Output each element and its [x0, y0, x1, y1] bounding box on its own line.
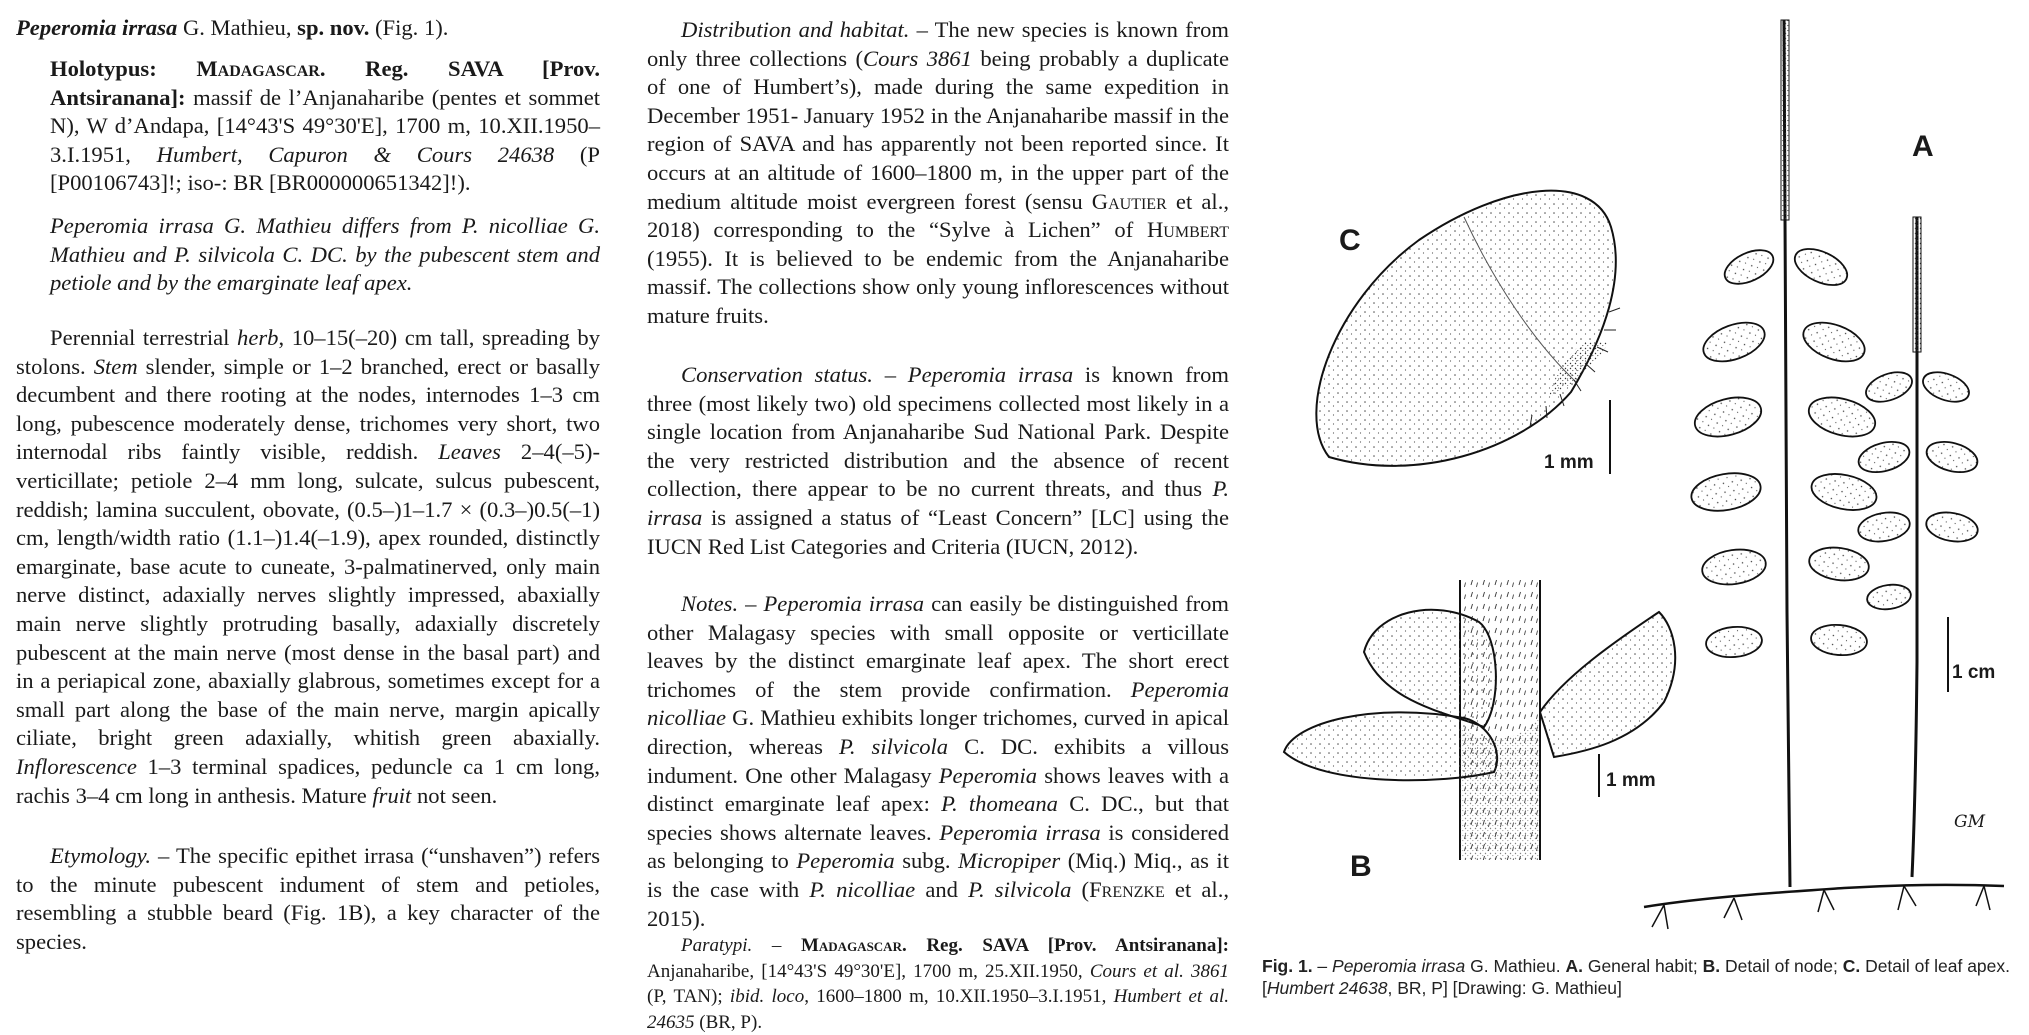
habit-drawing [1644, 20, 2004, 929]
scale-label-c: 1 mm [1544, 452, 1594, 473]
figure-caption: Fig. 1. – Peperomia irrasa G. Mathieu. A. General habit; B. Detail of node; C. Detail of leaf apex. [Humbert 24638, BR, P] [Drawing: G. Mathieu] [1262, 956, 2011, 998]
species-heading: Peperomia irrasa G. Mathieu, sp. nov. (Fig. 1). [16, 15, 449, 40]
scale-label-b: 1 mm [1606, 770, 1656, 791]
label-b: B [1350, 850, 1372, 883]
conservation-paragraph: Conservation status. – Peperomia irrasa is known from three (most likely two) old specimens collected most likely in a single location from Anjanaharibe Sud National Park. Despite the very restricted distribution and the absence of recent collection, there appear to be no current threats, and thus P. irrasa is assigned a status of “Least Concern” [LC] using the IUCN Red List Categories and Criteria (IUCN, 2012). [647, 362, 1229, 559]
description-paragraph: Perennial terrestrial herb, 10–15(–20) cm tall, spreading by stolons. Stem slender, simple or 1–2 branched, erect or basally decumbent and there rooting at the nodes, internodes 1–3 cm long, pubescence moderately dense, trichomes very short, two internodal ribs faintly visible, reddish. Leaves 2–4(–5)-verticillate; petiole 2–4 mm long, sulcate, sulcus pubescent, reddish; lamina succulent, obovate, (0.5–)1–1.7 × (0.3–)0.5(–1) cm, length/width ratio (1.1–)1.4(–1.9), apex rounded, distinctly emarginate, base acute to cuneate, 3-palmatinerved, only main nerve distinct, adaxially nerves slightly impressed, abaxially main nerve slightly protruding basally, adaxially discretely pubescent at the main nerve (most dense in the basal part) and in a periapical zone, abaxially glabrous, sometimes except for a small part along the base of the main nerve, margin apically ciliate, bright green adaxially, whitish green abaxially. Inflorescence 1–3 terminal spadices, peduncle ca 1 cm long, rachis 3–4 cm long in anthesis. Mature fruit not seen. [16, 325, 601, 808]
holotype-paragraph: Holotypus: Madagascar. Reg. SAVA [Prov. Antsiranana]: massif de l’Anjanaharibe (pentes et sommet N), W d’Andapa, [14°43'S 49°30'E], 1700 m, 10.XII.1950–3.I.1951, Humbert, Capuron & Cours 24638 (P [P00106743]!; iso-: BR [BR000000651342]!). [50, 56, 600, 196]
label-c: C [1339, 224, 1361, 257]
detail-node-drawing [1284, 580, 1675, 860]
detail-leaf-apex-drawing [1316, 191, 1620, 466]
notes-paragraph: Notes. – Peperomia irrasa can easily be distinguished from other Malagasy species with small opposite or verticillate leaves by the distinct emarginate leaf apex. The short erect trichomes of the stem provide confirmation. Peperomia nicolliae G. Mathieu exhibits longer trichomes, curved in apical direction, whereas P. silvicola C. DC. exhibits a villous indument. One other Malagasy Peperomia shows leaves with a distinct emarginate leaf apex: P. thomeana C. DC., but that species shows alternate leaves. Peperomia irrasa is considered as belonging to Peperomia subg. Micropiper (Miq.) Miq., as it is the case with P. nicolliae and P. silvicola (Frenzke et al., 2015). [647, 591, 1230, 931]
diagnosis-paragraph: Peperomia irrasa G. Mathieu differs from P. nicolliae G. Mathieu and P. silvicola C. DC. by the pubescent stem and petiole and by the emarginate leaf apex. [50, 213, 600, 296]
paratypes-paragraph: Paratypi. – Madagascar. Reg. SAVA [Prov. Antsiranana]: Anjanaharibe, [14°43'S 49°30'E], 1700 m, 25.XII.1950, Cours et al. 3861 (P, TAN); ibid. loco, 1600–1800 m, 10.XII.1950–3.I.1951, Humbert et al. 24635 (BR, P). [647, 935, 1230, 1033]
artist-signature: GM [1954, 812, 1985, 832]
distribution-paragraph: Distribution and habitat. – The new species is known from only three collections (Cours 3861 being probably a duplicate of one of Humbert’s), made during the same expedition in December 1951- January 1952 in the Anjanaharibe massif in the region of SAVA and has apparently not been reported since. It occurs at an altitude of 1600–1800 m, in the upper part of the medium altitude moist evergreen forest (sensu Gautier et al., 2018) corresponding to the “Sylve à Lichen” of Humbert (1955). It is believed to be endemic from the Anjanaharibe massif. The collections show only young inflorescences without mature fruits. [647, 17, 1229, 328]
scale-label-a: 1 cm [1952, 662, 1996, 683]
label-a: A [1912, 130, 1934, 163]
botanical-figure [1264, 12, 2029, 957]
etymology-paragraph: Etymology. – The specific epithet irrasa (“unshaven”) refers to the minute pubescent indument of stem and petioles, resembling a stubble beard (Fig. 1B), a key character of the species. [16, 843, 600, 954]
